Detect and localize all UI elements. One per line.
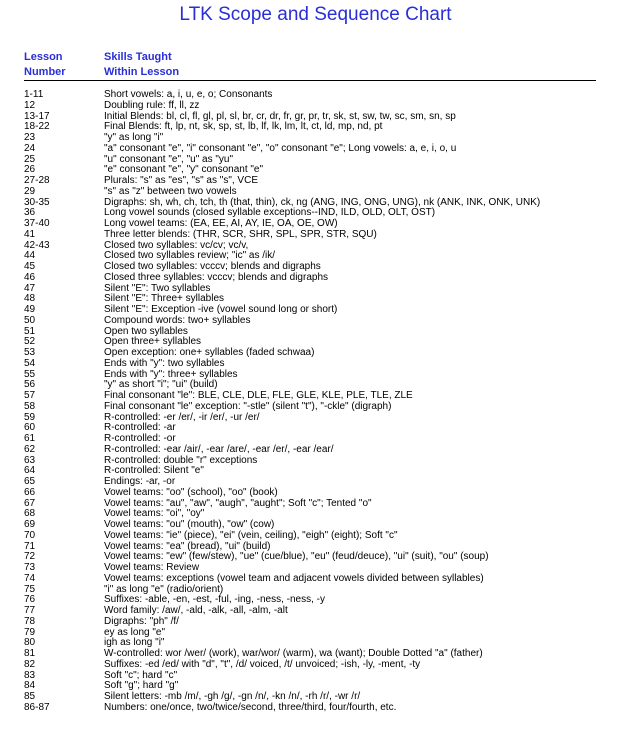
lesson-skill: R-controlled: double "r" exceptions [104,454,258,466]
lesson-row [0,660,631,671]
lesson-skill: Vowel teams: "ie" (piece), "ei" (vein, ceiling), "eigh" (eight); Soft "c" [104,529,398,541]
lesson-skill: "s" as "z" between two vowels [104,185,237,197]
lesson-row [0,552,631,563]
lesson-skill: Closed three syllables: vcccv; blends and digraphs [104,271,329,283]
lesson-number: 85 [24,691,36,702]
lesson-row [0,122,631,133]
lesson-skill: Closed two syllables: vc/cv; vc/v, [104,239,249,251]
lesson-skill: Compound words: two+ syllables [104,314,251,326]
lesson-skill: Final consonant "le" exception: "-stle" (silent "t"), "-ckle" (digraph) [104,400,392,412]
lesson-skill: Closed two syllables: vcccv; blends and digraphs [104,261,321,272]
lesson-number: 57 [24,390,36,401]
lesson-row [0,574,631,585]
lesson-row [0,445,631,456]
lesson-row [0,230,631,241]
lesson-row [0,488,631,499]
lesson-number: 68 [24,508,36,520]
lesson-row [0,348,631,359]
lesson-row [0,402,631,413]
lesson-number: 50 [24,314,36,326]
lesson-number: 13-17 [24,110,50,122]
lesson-number: 42-43 [24,239,50,251]
lesson-number: 56 [24,379,36,391]
lesson-skill: Three letter blends: (THR, SCR, SHR, SPL, SPR, STR, SQU) [104,228,377,240]
lesson-row [0,595,631,606]
lesson-number: 83 [24,669,36,681]
lesson-row [0,241,631,252]
lesson-skill: R-controlled: -ear /air/, -ear /are/, -ear /er/, -ear /ear/ [104,443,334,455]
lesson-skill: R-controlled: Silent "e" [104,465,204,477]
lesson-row [0,305,631,316]
lesson-row [0,606,631,617]
lesson-number: 54 [24,357,36,369]
lesson-number: 47 [24,282,36,294]
lesson-number: 53 [24,347,36,358]
lesson-number: 30-35 [24,196,50,208]
lesson-skill: Plurals: "s" as "es", "s" as "s", VCE [104,175,258,186]
header-line: Lesson [24,51,63,63]
lesson-number: 61 [24,433,36,444]
lesson-skill: Open exception: one+ syllables (faded schwaa) [104,347,315,358]
lesson-skill: Doubling rule: ff, ll, zz [104,99,200,111]
lesson-number: 74 [24,572,36,584]
lesson-skill: Suffixes: -ed /ed/ with "d", "t", /d/ voiced, /t/ unvoiced; -ish, -ly, -ment, -ty [104,658,421,670]
lesson-skill: Silent letters: -mb /m/, -gh /g/, -gn /n/, -kn /n/, -rh /r/, -wr /r/ [104,691,361,702]
lesson-skill: Open three+ syllables [104,336,202,348]
lesson-skill: "u" consonant "e", "u" as "yu" [104,153,234,165]
lesson-skill: Soft "c"; hard "c" [104,669,178,681]
lesson-skill: Silent "E": Exception -ive (vowel sound long or short) [104,304,338,315]
lesson-number: 37-40 [24,218,50,229]
lesson-number: 72 [24,551,36,563]
lesson-number: 55 [24,368,36,380]
lesson-skill: Closed two syllables review; "ic" as /ik/ [104,250,276,262]
lesson-number: 58 [24,400,36,412]
lesson-skill: Numbers: one/once, two/twice/second, three/third, four/fourth, etc. [104,701,397,713]
lesson-skill: igh as long "i" [104,637,165,649]
lesson-skill: Vowel teams: "ou" (mouth), "ow" (cow) [104,519,275,530]
lesson-row [0,370,631,381]
lesson-number: 46 [24,271,36,283]
lesson-row [0,284,631,295]
lesson-number: 69 [24,519,36,530]
header-line: Within Lesson [104,66,180,78]
lesson-skill: R-controlled: -er /er/, -ir /er/, -ur /er/ [104,411,260,423]
lesson-row [0,703,631,714]
lesson-skill: ey as long "e" [104,626,166,638]
lesson-skill: Short vowels: a, i, u, e, o; Consonants [104,89,273,100]
lesson-skill: Silent "E": Three+ syllables [104,293,225,305]
lesson-number: 66 [24,486,36,498]
lesson-row [0,423,631,434]
lesson-skill: R-controlled: -or [104,433,176,444]
lesson-number: 62 [24,443,36,455]
lesson-skill: "y" as long "i" [104,132,164,143]
lesson-number: 59 [24,411,36,423]
lesson-number-header [24,50,66,80]
lesson-number: 71 [24,540,36,552]
lesson-row [0,617,631,628]
lesson-number: 79 [24,626,36,638]
lesson-skill: Vowel teams: "oo" (school), "oo" (book) [104,486,278,498]
lesson-row [0,413,631,424]
lesson-skill: "y" as short "i"; "ui" (build) [104,379,218,391]
lesson-skill: "e" consonant "e", "y" consonant "e" [104,164,264,176]
lesson-row [0,499,631,510]
lesson-skill: "i" as long "e" (radio/orient) [104,583,224,595]
lesson-number: 23 [24,132,36,143]
lesson-row [0,327,631,338]
lesson-row [0,90,631,101]
lesson-number: 77 [24,605,36,616]
lesson-number: 36 [24,207,36,219]
lesson-number: 75 [24,583,36,595]
lesson-number: 60 [24,422,36,434]
lesson-number: 78 [24,615,36,627]
lesson-number: 76 [24,594,36,606]
lesson-number: 70 [24,529,36,541]
lesson-row [0,671,631,682]
lesson-number: 82 [24,658,36,670]
lesson-skill: Initial Blends: bl, cl, fl, gl, pl, sl, br, cr, dr, fr, gr, pr, tr, sk, st, sw, tw, sc, sm, sn, sp [104,110,456,122]
page-title: LTK Scope and Sequence Chart [179,4,452,25]
lesson-number: 67 [24,497,36,509]
lesson-list [0,90,631,714]
lesson-number: 64 [24,465,36,477]
lesson-skill: Digraphs: sh, wh, ch, tch, th (that, thin), ck, ng (ANG, ING, ONG, UNG), nk (ANK, INK, ONK, UNK) [104,196,541,208]
lesson-number: 24 [24,142,36,154]
lesson-number: 29 [24,185,36,197]
lesson-skill: Vowel teams: "ea" (bread), "ui" (build) [104,540,271,552]
lesson-skill: Word family: /aw/, -ald, -alk, -all, -alm, -alt [104,605,288,616]
lesson-number: 1-11 [24,89,44,100]
lesson-number: 41 [24,228,36,240]
lesson-row [0,531,631,542]
lesson-number: 52 [24,336,36,348]
lesson-number: 48 [24,293,36,305]
lesson-skill: R-controlled: -ar [104,422,176,434]
lesson-skill: Digraphs: "ph" /f/ [104,615,179,627]
lesson-row [0,337,631,348]
lesson-number: 49 [24,304,36,315]
lesson-skill: Ends with "y": two syllables [104,357,225,369]
lesson-number: 51 [24,325,36,337]
lesson-row [0,509,631,520]
lesson-number: 44 [24,250,36,262]
lesson-number: 18-22 [24,121,50,133]
lesson-skill: Soft "g"; hard "g" [104,680,179,692]
lesson-skill: Vowel teams: "ew" (few/stew), "ue" (cue/blue), "eu" (feud/deuce), "ui" (suit), "ou" (soup) [104,551,489,563]
lesson-skill: W-controlled: wor /wer/ (work), war/wor/ (warm), wa (want); Double Dotted "a" (father) [104,648,483,659]
lesson-skill: Final consonant "le": BLE, CLE, DLE, FLE, GLE, KLE, PLE, TLE, ZLE [104,390,413,401]
lesson-skill: Endings: -ar, -or [104,476,176,487]
lesson-skill: Vowel teams: Review [104,562,200,573]
lesson-skill: Vowel teams: exceptions (vowel team and adjacent vowels divided between syllables) [104,572,484,584]
lesson-number: 45 [24,261,36,272]
lesson-number: 81 [24,648,36,659]
header-line: Skills Taught [104,51,172,63]
lesson-skill: Open two syllables [104,325,188,337]
lesson-number: 73 [24,562,36,573]
lesson-number: 26 [24,164,36,176]
header-divider [24,80,596,81]
lesson-row [0,466,631,477]
lesson-skill: "a" consonant "e", "i" consonant "e", "o" consonant "e"; Long vowels: a, e, i, o, u [104,142,457,154]
lesson-row [0,316,631,327]
lesson-row [0,477,631,488]
lesson-number: 65 [24,476,36,487]
lesson-row [0,359,631,370]
lesson-row [0,456,631,467]
lesson-skill: Vowel teams: "au", "aw", "augh", "aught"; Soft "c"; Tented "o" [104,497,372,509]
lesson-row [0,273,631,284]
lesson-skill: Ends with "y": three+ syllables [104,368,238,380]
lesson-number: 12 [24,99,36,111]
lesson-number: 63 [24,454,36,466]
lesson-row [0,176,631,187]
lesson-skill: Silent "E": Two syllables [104,282,211,294]
lesson-row [0,187,631,198]
lesson-number: 80 [24,637,36,649]
lesson-skill: Long vowel sounds (closed syllable exceptions--IND, ILD, OLD, OLT, OST) [104,207,436,219]
lesson-row [0,155,631,166]
lesson-number: 27-28 [24,175,50,186]
lesson-row [0,144,631,155]
header-line: Number [24,66,66,78]
lesson-skill: Long vowel teams: (EA, EE, AI, AY, IE, OA, OE, OW) [104,218,338,229]
lesson-row [0,101,631,112]
lesson-skill: Vowel teams: "oi", "oy" [104,508,205,520]
lesson-number: 84 [24,680,36,692]
lesson-skill: Suffixes: -able, -en, -est, -ful, -ing, -ness, -ness, -y [104,594,326,606]
skills-taught-header [104,50,179,80]
lesson-skill: Final Blends: ft, lp, nt, sk, sp, st, lb, lf, lk, lm, lt, ct, ld, mp, nd, pt [104,121,383,133]
lesson-row [0,628,631,639]
lesson-number: 25 [24,153,36,165]
lesson-number: 86-87 [24,701,50,713]
lesson-row [0,165,631,176]
